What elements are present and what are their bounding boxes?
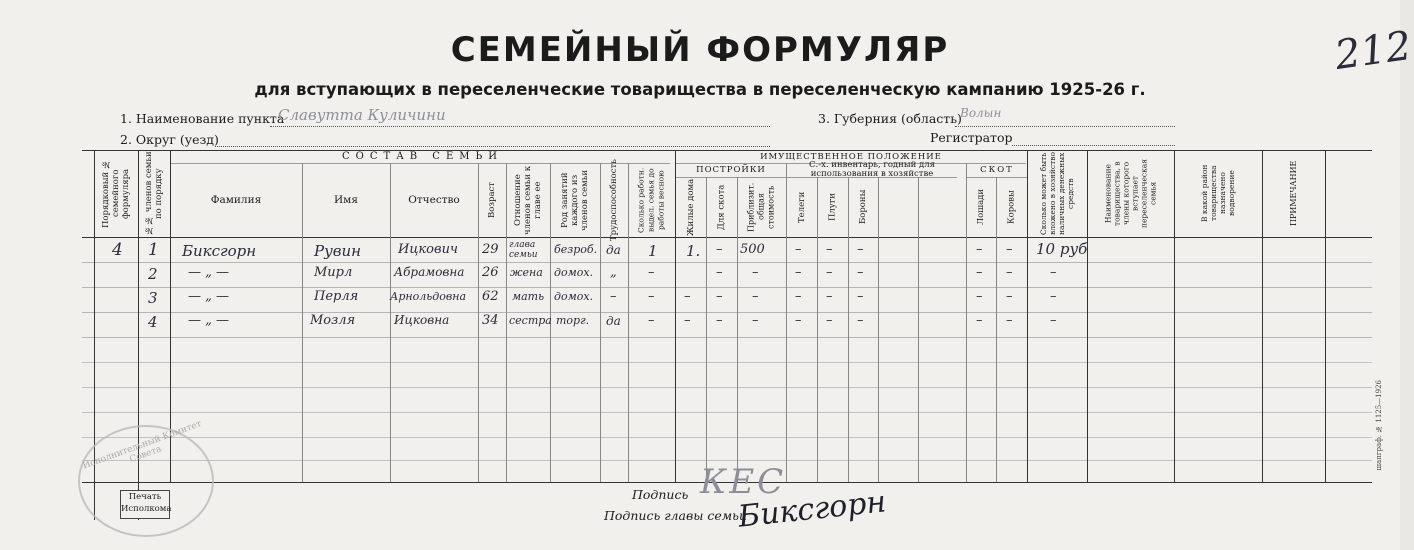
header-capacity: Трудоспособность <box>609 159 619 241</box>
cell-horses: – <box>976 242 983 257</box>
table-header-bottom <box>82 237 1372 238</box>
cell-capacity: да <box>606 314 621 328</box>
head-signature-label: Подпись главы семьи <box>604 508 748 523</box>
cell-relation: глава семьи <box>509 240 538 260</box>
cell-patronymic: Арнольдовна <box>390 290 467 303</box>
cell-harrows: – <box>857 289 864 304</box>
cell-houses: – <box>684 313 691 328</box>
cell-name: Мирл <box>314 265 353 280</box>
cell-surname: Биксгорн <box>182 242 257 260</box>
cell-member-no: 1 <box>148 240 159 260</box>
district-label: 2. Округ (уезд) <box>120 132 219 147</box>
cell-patronymic: Ицкович <box>398 242 459 257</box>
cell-surname: — „ — <box>188 265 229 280</box>
header-relation: Отношение членов семьи к главе ее <box>513 165 543 235</box>
cell-workers: – <box>648 289 655 304</box>
cell-relation: сестра <box>509 314 552 327</box>
registrar-line <box>1012 145 1175 146</box>
printer-mark: шапграф. № 1125—1926 <box>1375 380 1383 471</box>
form-title: СЕМЕЙНЫЙ ФОРМУЛЯР <box>450 30 950 70</box>
cell-capacity: – <box>610 289 617 304</box>
header-occupation: Род занятий каждого из членов семьи <box>560 169 590 231</box>
cell-carts: – <box>795 289 802 304</box>
cell-horses: – <box>976 265 983 280</box>
cell-cows: – <box>1006 265 1013 280</box>
header-buildings-group: ПОСТРОЙКИ <box>696 165 766 175</box>
district-line <box>215 146 770 147</box>
header-notes: ПРИМЕЧАНИЕ <box>1289 160 1298 227</box>
cell-cattle-bld: – <box>716 289 723 304</box>
cell-cattle-bld: – <box>716 313 723 328</box>
province-value: Волын <box>960 106 1002 120</box>
header-member-no: №№ членов семьи по порядку <box>144 151 164 236</box>
cell-harrows: – <box>857 313 864 328</box>
cell-ploughs: – <box>826 242 833 257</box>
cell-capacity: да <box>606 243 621 257</box>
header-name: Имя <box>334 194 358 206</box>
cell-age: 26 <box>482 265 499 280</box>
cell-value: 500 <box>740 242 765 257</box>
cell-money: 10 руб <box>1036 240 1088 258</box>
cell-workers: – <box>648 265 655 280</box>
seal-label: Печать Исполкома <box>120 490 170 519</box>
cell-value: – <box>752 289 759 304</box>
province-label: 3. Губерния (область) <box>818 111 962 126</box>
header-horses: Лошади <box>976 188 986 226</box>
col-line <box>786 163 787 482</box>
cell-member-no: 2 <box>148 265 158 283</box>
cell-relation: жена <box>510 266 543 279</box>
cell-capacity: „ <box>610 265 617 280</box>
cell-occupation: торг. <box>556 314 590 327</box>
place-line <box>270 126 770 127</box>
cell-member-no: 4 <box>148 313 158 331</box>
cell-name: Рувин <box>314 242 362 260</box>
header-society: Наименование товарищества, в члены которого вступает переселенческая семья <box>1103 159 1158 229</box>
place-label: 1. Наименование пункта <box>120 111 285 126</box>
col-line <box>878 177 879 482</box>
cell-money: – <box>1050 289 1057 304</box>
cell-carts: – <box>795 313 802 328</box>
row-line <box>82 337 1372 338</box>
cell-horses: – <box>976 289 983 304</box>
signature-label: Подпись <box>632 487 689 502</box>
header-harrows: Бороны <box>858 189 868 225</box>
cell-occupation: безроб. <box>554 243 598 256</box>
header-surname: Фамилия <box>210 194 262 206</box>
header-order: Порядковый № семейного формуляра <box>101 159 131 228</box>
header-patronymic: Отчество <box>408 194 460 206</box>
row-line <box>82 412 1372 413</box>
row-line <box>82 262 1372 263</box>
cell-age: 29 <box>482 242 499 257</box>
cell-occupation: домох. <box>554 290 594 303</box>
cell-workers: 1 <box>648 242 658 260</box>
col-line <box>675 150 676 482</box>
cell-carts: – <box>795 265 802 280</box>
header-family-group: СОСТАВ СЕМЬИ <box>342 151 503 162</box>
cell-value: – <box>752 313 759 328</box>
cell-houses: 1. <box>686 242 701 260</box>
cell-ploughs: – <box>826 289 833 304</box>
row-line <box>82 387 1372 388</box>
header-ploughs: Плуги <box>827 193 838 221</box>
cell-name: Перля <box>314 289 359 304</box>
header-inventory-group: С.-х. инвентарь, годный для использования в хозяйстве <box>809 160 935 179</box>
header-region: В какой район товарищества назначено водворение <box>1200 164 1236 223</box>
cell-houses: – <box>684 289 691 304</box>
cell-money: – <box>1050 265 1057 280</box>
cell-relation: мать <box>512 290 545 303</box>
cell-surname: — „ — <box>188 313 229 328</box>
cell-patronymic: Ицковна <box>394 313 450 327</box>
form-subtitle: для вступающих в переселенческие товарищества в переселенческую кампанию 1925-26 г. <box>254 80 1146 99</box>
header-age: Возраст <box>487 182 497 218</box>
col-line <box>918 177 919 482</box>
cell-name: Мозля <box>310 313 356 328</box>
cell-carts: – <box>795 242 802 257</box>
cell-value: – <box>752 265 759 280</box>
cell-horses: – <box>976 313 983 328</box>
header-value: Приблизит. общая стоимость <box>746 182 776 232</box>
cell-occupation: домох. <box>554 266 594 279</box>
cell-ploughs: – <box>826 265 833 280</box>
cell-money: – <box>1050 313 1057 328</box>
header-workers: Сколько работн. выдел. семья до работы весною <box>636 167 666 233</box>
row-line <box>82 362 1372 363</box>
col-line <box>1325 150 1326 482</box>
header-cattle-bld: Для скота <box>716 184 727 230</box>
signature-value: КЕС <box>700 462 787 502</box>
cell-cattle-bld: – <box>716 265 723 280</box>
header-livestock-group: СКОТ <box>980 165 1014 175</box>
cell-harrows: – <box>857 265 864 280</box>
cell-age: 62 <box>482 289 499 304</box>
cell-cows: – <box>1006 313 1013 328</box>
row-line <box>82 287 1372 288</box>
province-line <box>955 126 1175 127</box>
cell-cows: – <box>1006 289 1013 304</box>
cell-ploughs: – <box>826 313 833 328</box>
cell-workers: – <box>648 313 655 328</box>
cell-order: 4 <box>112 240 123 260</box>
head-signature-value: Биксгорн <box>736 484 888 535</box>
row-line <box>82 460 1372 461</box>
registrar-label: Регистратор <box>930 130 1013 145</box>
stamp-text: Исполнительный Комитет Совета <box>81 419 204 472</box>
header-carts: Телеги <box>797 191 807 223</box>
header-money: Сколько может быть вложено в хозяйство наличных денежных средств <box>1039 152 1075 235</box>
cell-surname: — „ — <box>188 289 229 304</box>
cell-harrows: – <box>857 242 864 257</box>
row-line <box>82 312 1372 313</box>
header-property-group: ИМУЩЕСТВЕННОЕ ПОЛОЖЕНИЕ <box>760 151 942 162</box>
page-number: 212 <box>1332 22 1414 80</box>
row-line <box>82 437 1372 438</box>
cell-member-no: 3 <box>148 289 158 307</box>
cell-cattle-bld: – <box>716 242 723 257</box>
header-cows: Коровы <box>1006 190 1017 224</box>
place-value: Славутта Куличини <box>278 106 446 124</box>
cell-patronymic: Абрамовна <box>394 265 465 279</box>
header-houses: Жилые дома <box>686 178 696 236</box>
cell-age: 34 <box>482 313 499 328</box>
cell-cows: – <box>1006 242 1013 257</box>
